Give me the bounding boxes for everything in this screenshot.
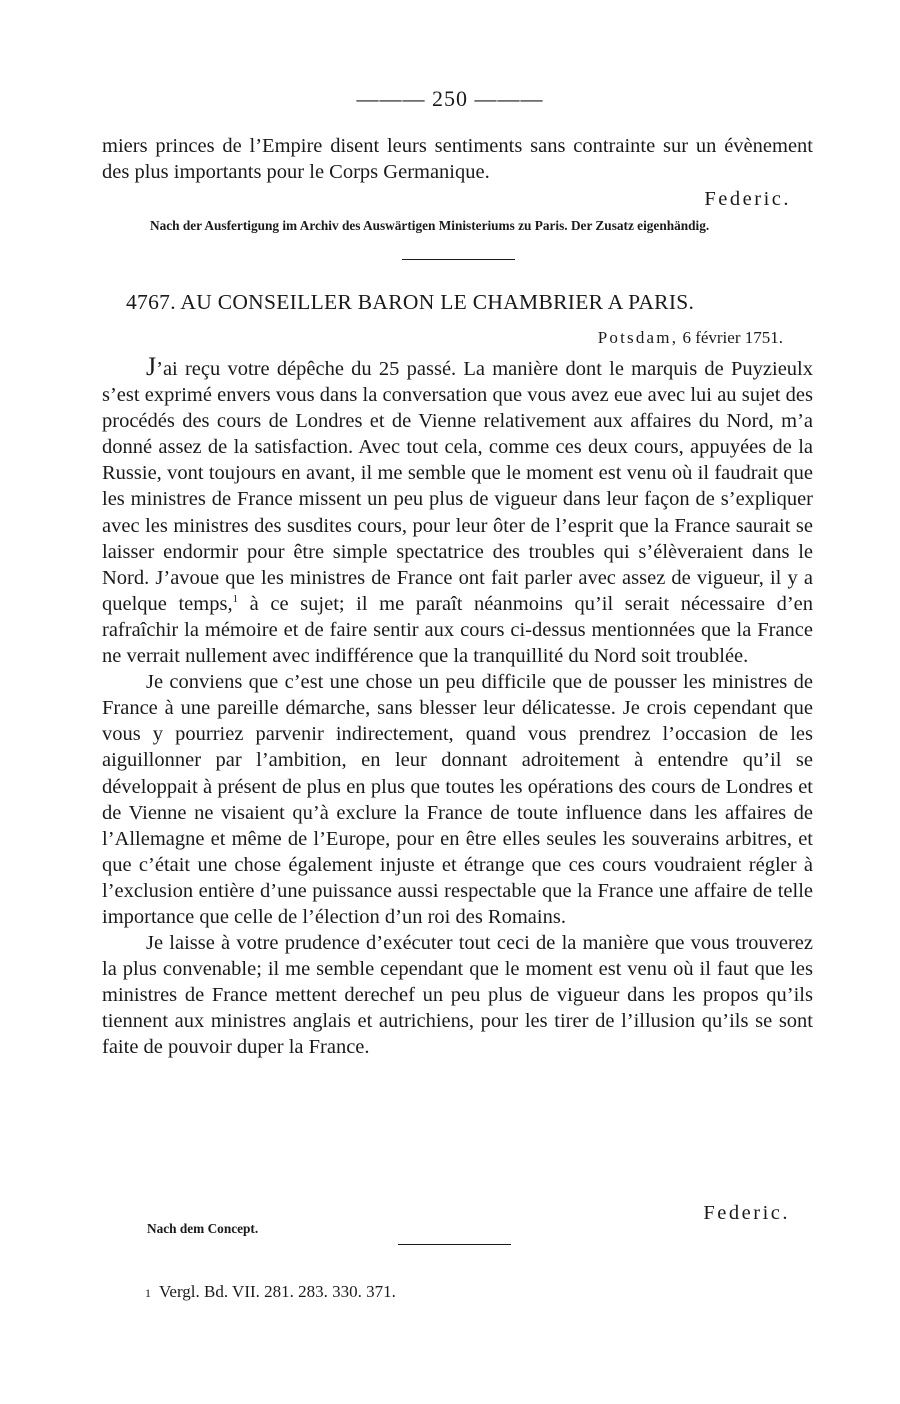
letter-heading: [126, 290, 694, 315]
footnote-mark: 1: [145, 1286, 151, 1300]
previous-letter-block: [102, 133, 813, 233]
previous-letter-source-note: Nach der Ausfertigung im Archiv des Auswärtigen Ministeriums zu Paris. Der Zusatz eigenhändig.: [150, 218, 710, 234]
page-number-dash-left: ———: [356, 86, 426, 111]
footnote: [145, 1282, 396, 1302]
paragraph-1-part-b: à ce sujet; il me paraît néanmoins qu’il serait nécessaire d’en rafraîchir la mémoire et de faire sentir aux cours ci-dessus mentionnées que la France ne verrait nullement avec indifférence que la tranquillité du Nord soit troublée.: [102, 592, 813, 668]
letter-source-note: Nach dem Concept.: [147, 1221, 259, 1236]
letter-date: 6 février 1751.: [682, 328, 783, 347]
letter-number: 4767.: [126, 290, 176, 314]
letter-signature: Federic.: [703, 1202, 790, 1224]
footnote-reference: 1: [232, 593, 239, 606]
letter-paragraph-3: Je laisse à votre prudence d’exécuter tout ceci de la manière que vous trouverez la plus convenable; il me semble cependant que le moment est venu où il faut que les ministres de France mettent derechef un peu plus de vigueur dans les propos qu’ils tiennent aux ministres anglais et autrichiens, pour les tirer de l’illusion qu’ils se sont faite de pouvoir duper la France.: [102, 932, 813, 1059]
letter-dateline: [598, 328, 783, 348]
paragraph-initial: J: [146, 352, 157, 381]
footnote-divider: [398, 1244, 511, 1245]
letter-place: Potsdam,: [597, 328, 679, 347]
previous-letter-signature: Federic.: [704, 188, 791, 211]
letter-paragraph-1: [102, 354, 813, 669]
letter-body: [102, 354, 813, 1061]
section-divider: [402, 259, 515, 260]
page-number-dash-right: ———: [474, 86, 544, 111]
paragraph-1-part-a: ’ai reçu votre dépêche du 25 passé. La manière dont le marquis de Puyzieulx s’est exprimé envers vous dans la conversation que vous avez eue avec lui au sujet des procédés des cours de Londres et de Vienne relativement aux affaires du Nord, m’a donné assez de la satisfaction. Avec tout cela, comme ces deux cours, appuyées de la Russie, vont toujours en avant, il me semble que le moment est venu où il faudrait que les ministres de France missent un peu plus de vigueur dans leur façon de s’expliquer avec les ministres des susdites cours, pour leur ôter de l’esprit que la France saurait se laisser endormir pour être simple spectatrice des troubles qui s’élèveraient dans le Nord. J’avoue que les ministres de France ont fait parler avec assez de vigueur, il y a quelque temps,: [102, 358, 813, 615]
previous-letter-continuation: miers princes de l’Empire disent leurs sentiments sans contrainte sur un évènement des plus importants pour le Corps Germanique.: [102, 135, 813, 184]
page-number: [0, 86, 900, 112]
page-number-value: 250: [432, 86, 468, 111]
letter-title: AU CONSEILLER BARON LE CHAMBRIER A PARIS.: [180, 290, 695, 314]
letter-paragraph-2: Je conviens que c’est une chose un peu difficile que de pousser les ministres de France à une pareille démarche, sans blesser leur délicatesse. Je crois cependant que vous y pourriez parvenir indirectement, quand vous prendrez l’occasion de les aiguillonner par l’ambition, en leur donnant adroitement à entendre qu’il se développait à présent de plus en plus que toutes les opérations des cours de Londres et de Vienne ne visaient qu’à exclure la France de toute influence dans les affaires de l’Allemagne et même de l’Europe, pour en être elles seules les souverains arbitres, et que c’était une chose également injuste et étrange que ces cours voudraient régler à l’exclusion entière d’une puissance aussi respectable que la France une affaire de telle importance que celle de l’élection d’un roi des Romains.: [102, 671, 813, 928]
footnote-text: Vergl. Bd. VII. 281. 283. 330. 371.: [159, 1282, 396, 1301]
